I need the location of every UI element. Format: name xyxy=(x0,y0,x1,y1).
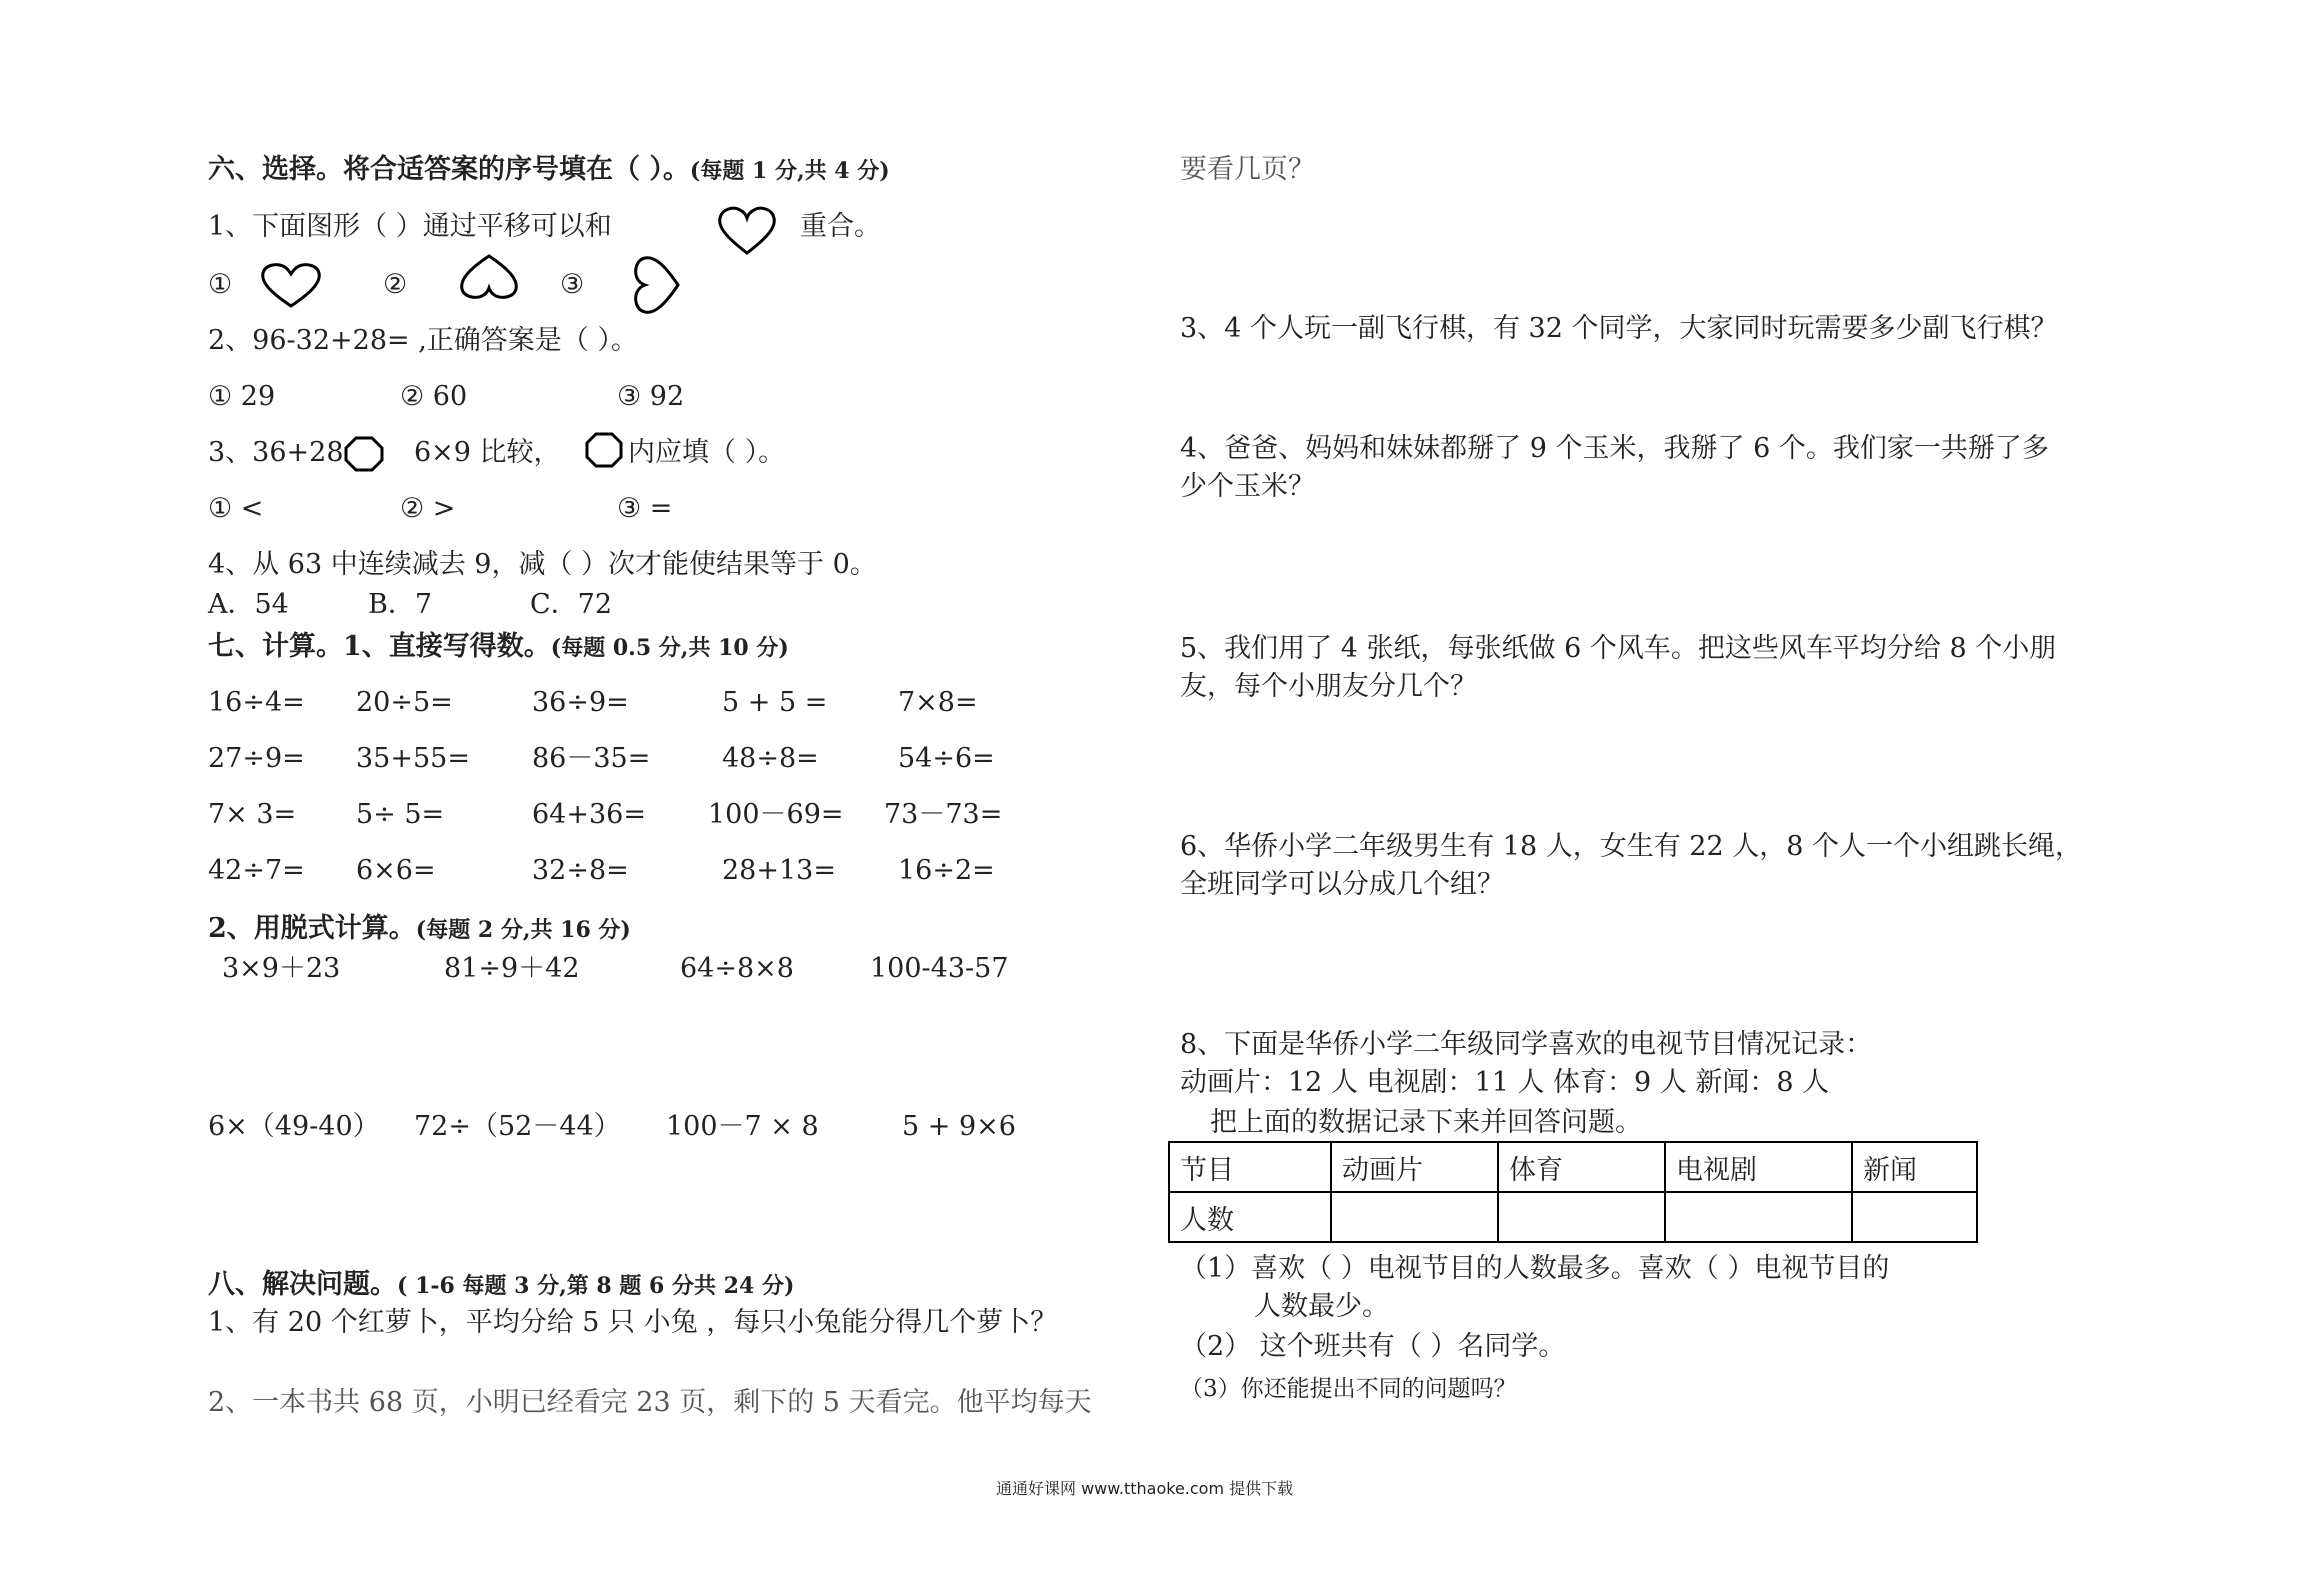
stepwise-item: 100－7 × 8 xyxy=(666,1111,819,1142)
section-6-title: 六、选择。将合适答案的序号填在（ ）。(每题 1 分,共 4 分) xyxy=(208,154,890,185)
calc-item: 6×6= xyxy=(356,855,436,886)
table-cell: 人数 xyxy=(1169,1192,1331,1242)
stepwise-item: 5 + 9×6 xyxy=(902,1111,1016,1142)
table-cell-blank xyxy=(1498,1192,1665,1242)
calc-item: 27÷9= xyxy=(208,743,305,774)
calc-item: 7×8= xyxy=(898,687,978,718)
calc-item: 7× 3= xyxy=(208,799,297,830)
calc-row xyxy=(208,854,995,888)
answer-1-line-2: 人数最少。 xyxy=(1254,1291,1389,1322)
problem-6-line-2: 全班同学可以分成几个组？ xyxy=(1180,869,1504,900)
stepwise-item: 6×（49-40） xyxy=(208,1111,380,1142)
stepwise-item: 100-43-57 xyxy=(870,953,1009,984)
question-3-start: 3、36+28 xyxy=(208,437,344,468)
table-cell: 动画片 xyxy=(1331,1142,1498,1192)
octagon-blank-2-icon xyxy=(585,432,623,468)
calc-item: 5÷ 5= xyxy=(356,799,445,830)
q4-option-a: A．54 xyxy=(208,589,289,620)
problem-8-line-2: 动画片：12 人 电视剧：11 人 体育：9 人 新闻：8 人 xyxy=(1180,1067,1830,1098)
stepwise-item: 72÷（52－44） xyxy=(414,1111,621,1142)
calc-item: 48÷8= xyxy=(722,743,819,774)
q4-options xyxy=(208,588,612,622)
question-3-mid: 6×9 比较， xyxy=(414,437,561,468)
question-3-end: 内应填（ ）。 xyxy=(628,437,786,468)
calc-item: 36÷9= xyxy=(532,687,629,718)
q2-option-1: ① 29 xyxy=(208,381,276,412)
table-cell: 电视剧 xyxy=(1665,1142,1852,1192)
q1-option-3-label: ③ xyxy=(560,269,585,300)
section-8-title: 八、解决问题。( 1-6 每题 3 分,第 8 题 6 分共 24 分) xyxy=(208,1269,795,1300)
q3-option-3: ③ = xyxy=(617,493,673,524)
q3-options xyxy=(208,492,672,526)
question-1-end: 重合。 xyxy=(800,211,881,242)
stepwise-row-2 xyxy=(208,1110,1016,1144)
stepwise-item: 81÷9＋42 xyxy=(444,953,580,984)
calc-item: 64+36= xyxy=(532,799,646,830)
stepwise-row-1 xyxy=(222,952,1009,986)
problem-3: 3、4 个人玩一副飞行棋，有 32 个同学，大家同时玩需要多少副飞行棋？ xyxy=(1180,313,2058,344)
q4-option-b: B．7 xyxy=(368,589,433,620)
problem-2-continued: 要看几页？ xyxy=(1180,154,1315,185)
q2-option-3: ③ 92 xyxy=(617,381,685,412)
heart-option-3-icon xyxy=(626,254,682,316)
problem-5-line-2: 友，每个小朋友分几个？ xyxy=(1180,671,1477,702)
problem-8-line-3: 把上面的数据记录下来并回答问题。 xyxy=(1210,1107,1642,1138)
table-cell: 节目 xyxy=(1169,1142,1331,1192)
question-2: 2、96-32+28= ,正确答案是（ ）。 xyxy=(208,325,638,356)
q1-option-2-label: ② xyxy=(383,269,408,300)
calc-item: 16÷4= xyxy=(208,687,305,718)
problem-5-line-1: 5、我们用了 4 张纸，每张纸做 6 个风车。把这些风车平均分给 8 个小朋 xyxy=(1180,633,2057,664)
calc-row xyxy=(208,742,995,776)
answer-3: （3）你还能提出不同的问题吗？ xyxy=(1180,1376,1517,1402)
table-cell-blank xyxy=(1331,1192,1498,1242)
problem-1: 1、有 20 个红萝卜，平均分给 5 只 小兔 ，每只小兔能分得几个萝卜？ xyxy=(208,1307,1058,1338)
calc-item: 28+13= xyxy=(722,855,836,886)
problem-6-line-1: 6、华侨小学二年级男生有 18 人，女生有 22 人，8 个人一个小组跳长绳， xyxy=(1180,831,2082,862)
calc-item: 42÷7= xyxy=(208,855,305,886)
heart-option-2-icon xyxy=(458,252,520,300)
tv-program-table xyxy=(1168,1141,1978,1243)
section-7-title: 七、计算。1、直接写得数。(每题 0.5 分,共 10 分) xyxy=(208,631,789,662)
heart-reference-icon xyxy=(716,205,778,257)
calc-item: 35+55= xyxy=(356,743,470,774)
calc-row xyxy=(208,798,1002,832)
calc-item: 54÷6= xyxy=(898,743,995,774)
answer-1-line-1: （1）喜欢（ ）电视节目的人数最多。喜欢（ ）电视节目的 xyxy=(1180,1253,1890,1284)
table-header-row xyxy=(1169,1142,1977,1192)
calc-item: 73－73= xyxy=(884,799,1003,830)
footer-source: 通通好课网 www.tthaoke.com 提供下载 xyxy=(996,1479,1294,1498)
stepwise-item: 64÷8×8 xyxy=(680,953,794,984)
calc-item: 20÷5= xyxy=(356,687,453,718)
octagon-blank-icon xyxy=(344,436,384,472)
table-cell: 新闻 xyxy=(1852,1142,1977,1192)
q3-option-1: ① < xyxy=(208,493,264,524)
problem-4-line-1: 4、爸爸、妈妈和妹妹都掰了 9 个玉米，我掰了 6 个。我们家一共掰了多 xyxy=(1180,433,2049,464)
q3-option-2: ② > xyxy=(400,493,456,524)
table-row xyxy=(1169,1192,1977,1242)
calc-item: 5 + 5 = xyxy=(722,687,828,718)
calc-item: 100－69= xyxy=(708,799,844,830)
q1-option-1-label: ① xyxy=(208,269,233,300)
question-4: 4、从 63 中连续减去 9，减（ ）次才能使结果等于 0。 xyxy=(208,549,877,580)
q4-option-c: C．72 xyxy=(530,589,613,620)
q2-option-2: ② 60 xyxy=(400,381,468,412)
answer-2: （2） 这个班共有（ ）名同学。 xyxy=(1180,1331,1566,1362)
calc-row xyxy=(208,686,978,720)
section-7b-title: 2、用脱式计算。(每题 2 分,共 16 分) xyxy=(208,913,631,944)
q2-options xyxy=(208,380,684,414)
calc-item: 32÷8= xyxy=(532,855,629,886)
stepwise-item: 3×9＋23 xyxy=(222,953,341,984)
problem-8-line-1: 8、下面是华侨小学二年级同学喜欢的电视节目情况记录： xyxy=(1180,1029,1873,1060)
table-cell-blank xyxy=(1665,1192,1852,1242)
table-cell: 体育 xyxy=(1498,1142,1665,1192)
heart-option-1-icon xyxy=(258,262,324,310)
question-1: 1、下面图形（ ）通过平移可以和 xyxy=(208,211,612,242)
calc-item: 16÷2= xyxy=(898,855,995,886)
calc-item: 86－35= xyxy=(532,743,651,774)
problem-2: 2、一本书共 68 页，小明已经看完 23 页，剩下的 5 天看完。他平均每天 xyxy=(208,1387,1092,1418)
problem-4-line-2: 少个玉米？ xyxy=(1180,471,1315,502)
table-cell-blank xyxy=(1852,1192,1977,1242)
